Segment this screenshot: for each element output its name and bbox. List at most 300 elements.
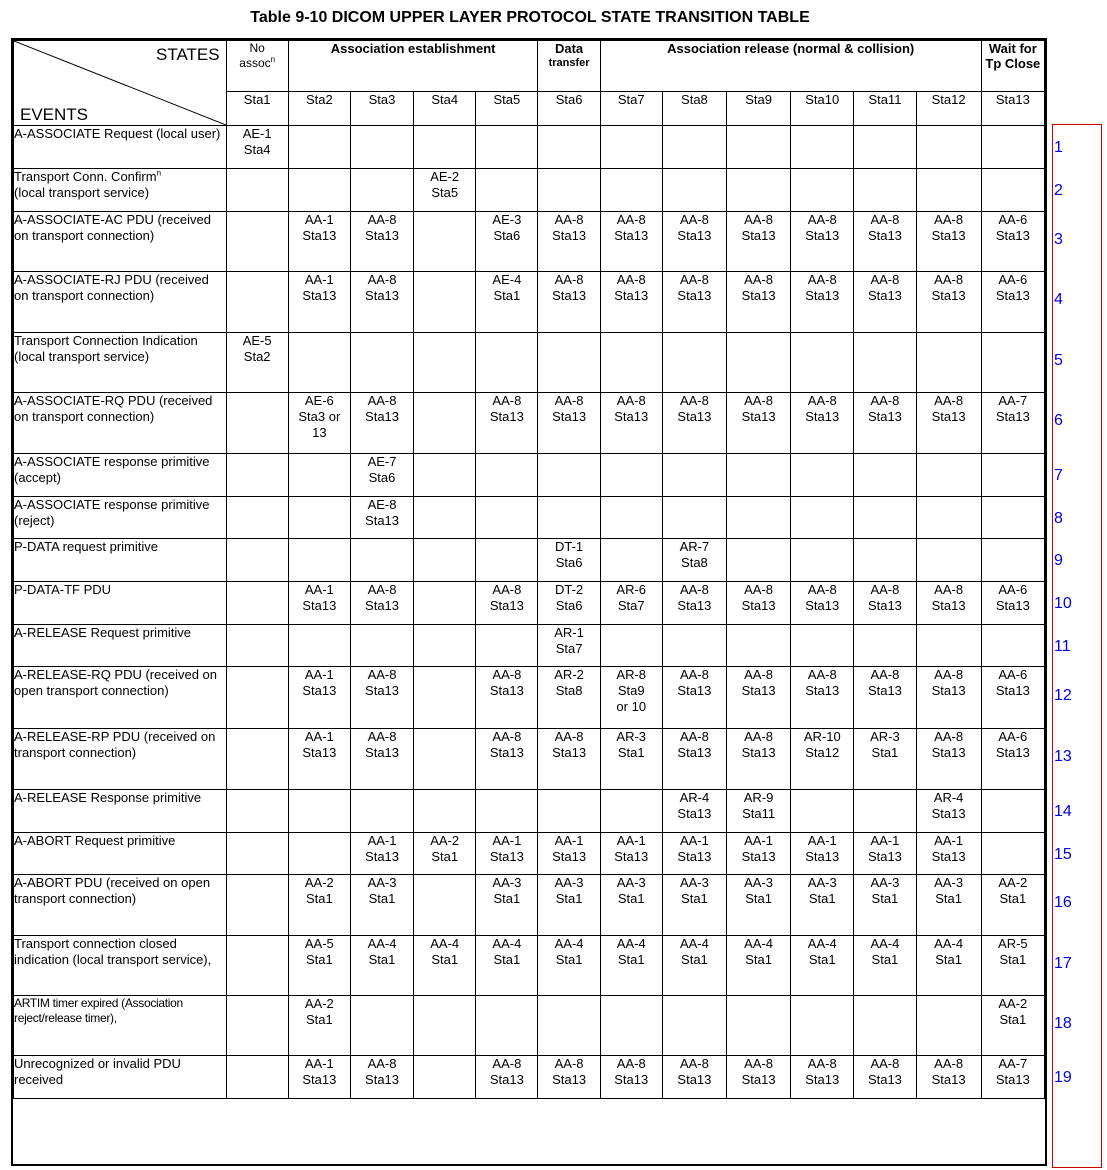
transition-cell: AA-8 Sta13 <box>350 729 413 790</box>
transition-cell: AA-8 Sta13 <box>791 582 854 625</box>
transition-cell: AA-8 Sta13 <box>350 1056 413 1099</box>
event-label <box>14 875 227 936</box>
transition-cell <box>288 454 350 497</box>
transition-cell: AA-4 Sta1 <box>350 936 413 996</box>
transition-cell <box>414 625 476 667</box>
state-header-sta1: Sta1 <box>226 91 288 125</box>
transition-cell: DT-2 Sta6 <box>538 582 600 625</box>
row-number: 5 <box>1054 352 1063 369</box>
transition-cell: AA-8 Sta13 <box>476 1056 538 1099</box>
row-number: 14 <box>1054 803 1072 820</box>
transition-cell: AR-4 Sta13 <box>662 790 726 833</box>
table-row <box>14 393 1045 454</box>
transition-cell <box>288 539 350 582</box>
transition-cell <box>414 875 476 936</box>
row-number: 1 <box>1054 139 1063 156</box>
transition-cell <box>538 996 600 1056</box>
event-label <box>14 833 227 875</box>
transition-cell <box>414 126 476 169</box>
transition-cell <box>791 333 854 393</box>
transition-cell <box>226 582 288 625</box>
transition-cell: AR-4 Sta13 <box>916 790 981 833</box>
row-number: 2 <box>1054 182 1063 199</box>
transition-cell: AA-8 Sta13 <box>916 1056 981 1099</box>
transition-cell: AA-8 Sta13 <box>538 729 600 790</box>
event-label-text: Transport connection closed indication (local transport service), <box>14 936 212 967</box>
transition-cell <box>476 996 538 1056</box>
state-header-sta11: Sta11 <box>854 91 916 125</box>
event-label <box>14 126 227 169</box>
event-label <box>14 582 227 625</box>
transition-cell: AA-1 Sta13 <box>288 212 350 272</box>
transition-cell: AA-3 Sta1 <box>600 875 662 936</box>
transition-cell: AA-1 Sta13 <box>288 1056 350 1099</box>
table-row <box>14 333 1045 393</box>
row-number: 8 <box>1054 510 1063 527</box>
transition-cell: AA-2 Sta1 <box>288 875 350 936</box>
state-header-sta10: Sta10 <box>791 91 854 125</box>
transition-cell <box>854 625 916 667</box>
transition-cell <box>288 169 350 212</box>
transition-cell: AA-8 Sta13 <box>854 272 916 333</box>
group-data-line2: transfer <box>548 57 590 69</box>
transition-cell <box>414 212 476 272</box>
event-label <box>14 212 227 272</box>
event-label <box>14 454 227 497</box>
table-row <box>14 582 1045 625</box>
transition-cell: AA-4 Sta1 <box>854 936 916 996</box>
transition-cell: AA-3 Sta1 <box>727 875 791 936</box>
transition-cell: AA-8 Sta13 <box>600 212 662 272</box>
table-row <box>14 212 1045 272</box>
transition-cell: AA-8 Sta13 <box>854 393 916 454</box>
table-row <box>14 497 1045 539</box>
transition-cell: AA-6 Sta13 <box>981 582 1044 625</box>
transition-cell: AA-8 Sta13 <box>854 582 916 625</box>
event-label <box>14 333 227 393</box>
event-label-text: A-ASSOCIATE response primitive (reject) <box>14 497 210 528</box>
transition-cell: AA-4 Sta1 <box>791 936 854 996</box>
transition-cell <box>350 996 413 1056</box>
transition-cell: AE-7 Sta6 <box>350 454 413 497</box>
event-label <box>14 393 227 454</box>
transition-cell <box>538 454 600 497</box>
transition-cell <box>854 497 916 539</box>
event-label-text: A-ASSOCIATE-RJ PDU (received on transport connection) <box>14 272 209 303</box>
transition-cell: AA-8 Sta13 <box>476 729 538 790</box>
transition-cell: AA-8 Sta13 <box>600 393 662 454</box>
transition-cell: AE-8 Sta13 <box>350 497 413 539</box>
event-label <box>14 539 227 582</box>
table-row <box>14 729 1045 790</box>
transition-cell <box>981 126 1044 169</box>
transition-cell <box>476 539 538 582</box>
transition-cell: AA-8 Sta13 <box>916 582 981 625</box>
transition-cell <box>662 497 726 539</box>
transition-cell: AR-10 Sta12 <box>791 729 854 790</box>
state-header-sta4: Sta4 <box>414 91 476 125</box>
table-row <box>14 936 1045 996</box>
transition-cell: AA-8 Sta13 <box>727 212 791 272</box>
row-number: 11 <box>1054 638 1071 655</box>
transition-cell <box>226 667 288 729</box>
transition-cell: AA-8 Sta13 <box>350 582 413 625</box>
transition-cell: AA-1 Sta13 <box>288 729 350 790</box>
transition-cell <box>916 539 981 582</box>
transition-cell: AA-4 Sta1 <box>414 936 476 996</box>
transition-cell <box>476 169 538 212</box>
transition-cell: AA-4 Sta1 <box>727 936 791 996</box>
transition-cell <box>414 729 476 790</box>
event-label-text: A-ASSOCIATE Request (local user) <box>14 126 221 141</box>
transition-cell: AR-3 Sta1 <box>854 729 916 790</box>
event-label-text: A-RELEASE-RQ PDU (received on open transport connection) <box>14 667 218 698</box>
state-header-sta13: Sta13 <box>981 91 1044 125</box>
transition-cell: AA-8 Sta13 <box>791 393 854 454</box>
table-row <box>14 790 1045 833</box>
transition-cell <box>727 497 791 539</box>
state-header-sta3: Sta3 <box>350 91 413 125</box>
state-transition-table <box>13 40 1045 1099</box>
transition-cell <box>350 333 413 393</box>
transition-cell: AA-8 Sta13 <box>854 1056 916 1099</box>
transition-cell: AA-3 Sta1 <box>476 875 538 936</box>
transition-cell <box>854 539 916 582</box>
transition-cell: AA-4 Sta1 <box>476 936 538 996</box>
transition-cell <box>226 454 288 497</box>
transition-cell <box>226 1056 288 1099</box>
transition-cell <box>414 454 476 497</box>
transition-cell <box>981 497 1044 539</box>
transition-cell: AA-3 Sta1 <box>538 875 600 936</box>
transition-cell: AA-6 Sta13 <box>981 272 1044 333</box>
transition-cell: AA-4 Sta1 <box>916 936 981 996</box>
transition-cell <box>916 625 981 667</box>
transition-cell <box>662 996 726 1056</box>
transition-cell <box>226 625 288 667</box>
transition-cell <box>600 169 662 212</box>
transition-cell <box>600 996 662 1056</box>
transition-cell <box>600 454 662 497</box>
event-label-text-2: (local transport service) <box>14 185 150 200</box>
transition-cell <box>414 272 476 333</box>
transition-cell: AA-1 Sta13 <box>350 833 413 875</box>
row-number: 19 <box>1054 1069 1072 1086</box>
transition-cell <box>226 393 288 454</box>
transition-cell <box>414 1056 476 1099</box>
transition-cell: AA-8 Sta13 <box>600 272 662 333</box>
table-row <box>14 539 1045 582</box>
state-header-sta9: Sta9 <box>727 91 791 125</box>
transition-cell: AA-8 Sta13 <box>476 393 538 454</box>
transition-cell <box>288 126 350 169</box>
transition-cell: AA-6 Sta13 <box>981 212 1044 272</box>
transition-cell <box>727 169 791 212</box>
transition-cell <box>916 454 981 497</box>
group-data-transfer <box>538 41 600 92</box>
transition-cell <box>854 996 916 1056</box>
transition-cell <box>226 272 288 333</box>
transition-cell: AA-3 Sta1 <box>350 875 413 936</box>
event-label-text: ARTIM timer expired (Association reject/release timer), <box>14 996 183 1025</box>
events-label: EVENTS <box>20 105 89 124</box>
group-wait-tp-close <box>981 41 1044 92</box>
transition-cell: AA-1 Sta13 <box>288 667 350 729</box>
event-label-text: P-DATA request primitive <box>14 539 159 554</box>
transition-cell: AA-1 Sta13 <box>600 833 662 875</box>
transition-cell: AA-1 Sta13 <box>538 833 600 875</box>
group-association-establishment: Association establishment <box>288 41 538 92</box>
transition-cell: AA-8 Sta13 <box>662 272 726 333</box>
table-row <box>14 625 1045 667</box>
event-label-text: A-ABORT Request primitive <box>14 833 176 848</box>
transition-cell <box>414 497 476 539</box>
row-number: 4 <box>1054 291 1063 308</box>
transition-cell <box>916 996 981 1056</box>
transition-cell <box>727 454 791 497</box>
state-transition-table-frame <box>11 38 1047 1166</box>
transition-cell: AA-7 Sta13 <box>981 1056 1044 1099</box>
transition-cell <box>854 126 916 169</box>
transition-cell: AA-8 Sta13 <box>350 667 413 729</box>
transition-cell: AR-7 Sta8 <box>662 539 726 582</box>
row-number: 17 <box>1054 955 1072 972</box>
transition-cell <box>288 833 350 875</box>
event-label <box>14 497 227 539</box>
group-no-assoc-line1: No <box>249 41 265 55</box>
transition-cell: AA-4 Sta1 <box>662 936 726 996</box>
transition-cell <box>414 667 476 729</box>
transition-cell <box>414 539 476 582</box>
transition-cell <box>476 790 538 833</box>
transition-cell <box>662 454 726 497</box>
transition-cell <box>916 169 981 212</box>
transition-cell <box>226 169 288 212</box>
transition-cell: AA-8 Sta13 <box>916 212 981 272</box>
transition-cell <box>981 790 1044 833</box>
event-label <box>14 625 227 667</box>
transition-cell: AA-1 Sta13 <box>288 582 350 625</box>
transition-cell: AR-5 Sta1 <box>981 936 1044 996</box>
event-label-text: A-ASSOCIATE response primitive (accept) <box>14 454 210 485</box>
transition-cell: AA-3 Sta1 <box>791 875 854 936</box>
transition-cell: AA-8 Sta13 <box>854 212 916 272</box>
event-label-text: A-ABORT PDU (received on open transport connection) <box>14 875 211 906</box>
transition-cell <box>288 497 350 539</box>
row-number: 7 <box>1054 467 1063 484</box>
transition-cell <box>476 454 538 497</box>
row-number: 18 <box>1054 1015 1072 1032</box>
event-label <box>14 169 227 212</box>
transition-cell: AA-8 Sta13 <box>476 667 538 729</box>
transition-cell <box>791 790 854 833</box>
transition-cell <box>662 126 726 169</box>
transition-cell <box>854 169 916 212</box>
event-label <box>14 936 227 996</box>
transition-cell <box>288 625 350 667</box>
transition-cell: AA-8 Sta13 <box>350 393 413 454</box>
transition-cell: AA-8 Sta13 <box>350 212 413 272</box>
transition-cell: AA-3 Sta1 <box>854 875 916 936</box>
transition-cell <box>981 539 1044 582</box>
transition-cell <box>538 333 600 393</box>
transition-cell <box>662 625 726 667</box>
transition-cell <box>791 996 854 1056</box>
transition-cell: AA-6 Sta13 <box>981 729 1044 790</box>
transition-cell <box>916 497 981 539</box>
transition-cell <box>727 996 791 1056</box>
header-corner <box>14 41 227 126</box>
transition-cell: AA-8 Sta13 <box>662 667 726 729</box>
transition-cell <box>350 625 413 667</box>
event-label <box>14 272 227 333</box>
transition-cell: AA-2 Sta1 <box>414 833 476 875</box>
transition-cell: AA-1 Sta13 <box>476 833 538 875</box>
transition-cell <box>226 833 288 875</box>
transition-cell: AA-2 Sta1 <box>981 875 1044 936</box>
transition-cell: AE-3 Sta6 <box>476 212 538 272</box>
transition-cell: AA-8 Sta13 <box>538 272 600 333</box>
transition-cell: AA-8 Sta13 <box>662 393 726 454</box>
transition-cell <box>226 936 288 996</box>
transition-cell: AA-7 Sta13 <box>981 393 1044 454</box>
state-header-sta6: Sta6 <box>538 91 600 125</box>
transition-cell: AA-8 Sta13 <box>476 582 538 625</box>
transition-cell: AA-1 Sta13 <box>791 833 854 875</box>
transition-cell: AA-3 Sta1 <box>916 875 981 936</box>
transition-cell: AA-8 Sta13 <box>791 1056 854 1099</box>
transition-cell: AA-8 Sta13 <box>600 1056 662 1099</box>
event-label-text: Transport Connection Indication (local transport service) <box>14 333 198 364</box>
transition-cell: AA-8 Sta13 <box>538 212 600 272</box>
transition-cell <box>226 212 288 272</box>
transition-cell <box>414 790 476 833</box>
transition-cell: AA-8 Sta13 <box>727 1056 791 1099</box>
table-row <box>14 875 1045 936</box>
transition-cell <box>791 126 854 169</box>
transition-cell: AA-8 Sta13 <box>538 393 600 454</box>
event-label-text: A-ASSOCIATE-AC PDU (received on transport connection) <box>14 212 211 243</box>
transition-cell <box>791 454 854 497</box>
row-number: 15 <box>1054 846 1072 863</box>
transition-cell <box>600 539 662 582</box>
transition-cell: AA-5 Sta1 <box>288 936 350 996</box>
event-label <box>14 996 227 1056</box>
transition-cell <box>414 996 476 1056</box>
transition-cell: AA-8 Sta13 <box>916 667 981 729</box>
transition-cell <box>981 333 1044 393</box>
transition-cell: AA-8 Sta13 <box>662 729 726 790</box>
transition-cell <box>727 539 791 582</box>
group-wait-line2: Tp Close <box>985 56 1041 71</box>
transition-cell: AA-1 Sta13 <box>662 833 726 875</box>
transition-cell: AA-1 Sta13 <box>916 833 981 875</box>
transition-cell: DT-1 Sta6 <box>538 539 600 582</box>
transition-cell: AA-8 Sta13 <box>662 1056 726 1099</box>
transition-cell: AA-1 Sta13 <box>854 833 916 875</box>
transition-cell <box>226 497 288 539</box>
transition-cell: AR-8 Sta9 or 10 <box>600 667 662 729</box>
table-row <box>14 454 1045 497</box>
transition-cell: AA-8 Sta13 <box>791 272 854 333</box>
transition-cell <box>854 333 916 393</box>
transition-cell <box>600 333 662 393</box>
states-label: STATES <box>155 45 220 64</box>
transition-cell <box>791 625 854 667</box>
transition-cell <box>476 497 538 539</box>
transition-cell <box>226 539 288 582</box>
transition-cell: AE-1 Sta4 <box>226 126 288 169</box>
transition-cell: AA-8 Sta13 <box>538 1056 600 1099</box>
state-header-sta7: Sta7 <box>600 91 662 125</box>
transition-cell: AA-8 Sta13 <box>727 393 791 454</box>
transition-cell <box>226 729 288 790</box>
table-row <box>14 833 1045 875</box>
transition-cell: AA-8 Sta13 <box>727 667 791 729</box>
transition-cell: AA-2 Sta1 <box>288 996 350 1056</box>
row-number: 16 <box>1054 894 1072 911</box>
transition-cell <box>350 126 413 169</box>
transition-cell: AR-2 Sta8 <box>538 667 600 729</box>
transition-cell <box>981 454 1044 497</box>
transition-cell <box>600 625 662 667</box>
transition-cell <box>854 790 916 833</box>
transition-cell <box>476 333 538 393</box>
transition-cell <box>538 790 600 833</box>
transition-cell <box>791 497 854 539</box>
transition-cell <box>981 169 1044 212</box>
transition-cell: AA-8 Sta13 <box>727 729 791 790</box>
group-association-release: Association release (normal & collision) <box>600 41 981 92</box>
event-label <box>14 1056 227 1099</box>
transition-cell <box>854 454 916 497</box>
row-number: 3 <box>1054 231 1063 248</box>
transition-cell <box>727 126 791 169</box>
table-row <box>14 169 1045 212</box>
state-header-sta5: Sta5 <box>476 91 538 125</box>
transition-cell: AA-6 Sta13 <box>981 667 1044 729</box>
event-label-text: Unrecognized or invalid PDU received <box>14 1056 181 1087</box>
transition-cell: AA-8 Sta13 <box>916 729 981 790</box>
transition-cell: AA-4 Sta1 <box>600 936 662 996</box>
table-row <box>14 272 1045 333</box>
transition-cell <box>981 833 1044 875</box>
transition-cell: AA-8 Sta13 <box>791 667 854 729</box>
state-header-sta12: Sta12 <box>916 91 981 125</box>
transition-cell: AR-3 Sta1 <box>600 729 662 790</box>
transition-cell <box>414 393 476 454</box>
table-title: Table 9-10 DICOM UPPER LAYER PROTOCOL STATE TRANSITION TABLE <box>250 9 810 26</box>
row-number: 12 <box>1054 687 1072 704</box>
event-label-text: P-DATA-TF PDU <box>14 582 112 597</box>
event-label-text: Transport Conn. Confirm <box>14 169 157 184</box>
transition-cell: AA-8 Sta13 <box>791 212 854 272</box>
transition-cell <box>916 333 981 393</box>
transition-cell <box>350 169 413 212</box>
transition-cell: AA-4 Sta1 <box>538 936 600 996</box>
transition-cell <box>414 333 476 393</box>
row-number: 6 <box>1054 412 1063 429</box>
transition-cell <box>226 790 288 833</box>
transition-cell: AR-1 Sta7 <box>538 625 600 667</box>
event-label <box>14 790 227 833</box>
group-wait-line1: Wait for <box>988 41 1037 56</box>
transition-cell <box>791 169 854 212</box>
transition-cell: AA-8 Sta13 <box>727 272 791 333</box>
row-number: 13 <box>1054 748 1072 765</box>
transition-cell <box>600 497 662 539</box>
transition-cell <box>600 126 662 169</box>
